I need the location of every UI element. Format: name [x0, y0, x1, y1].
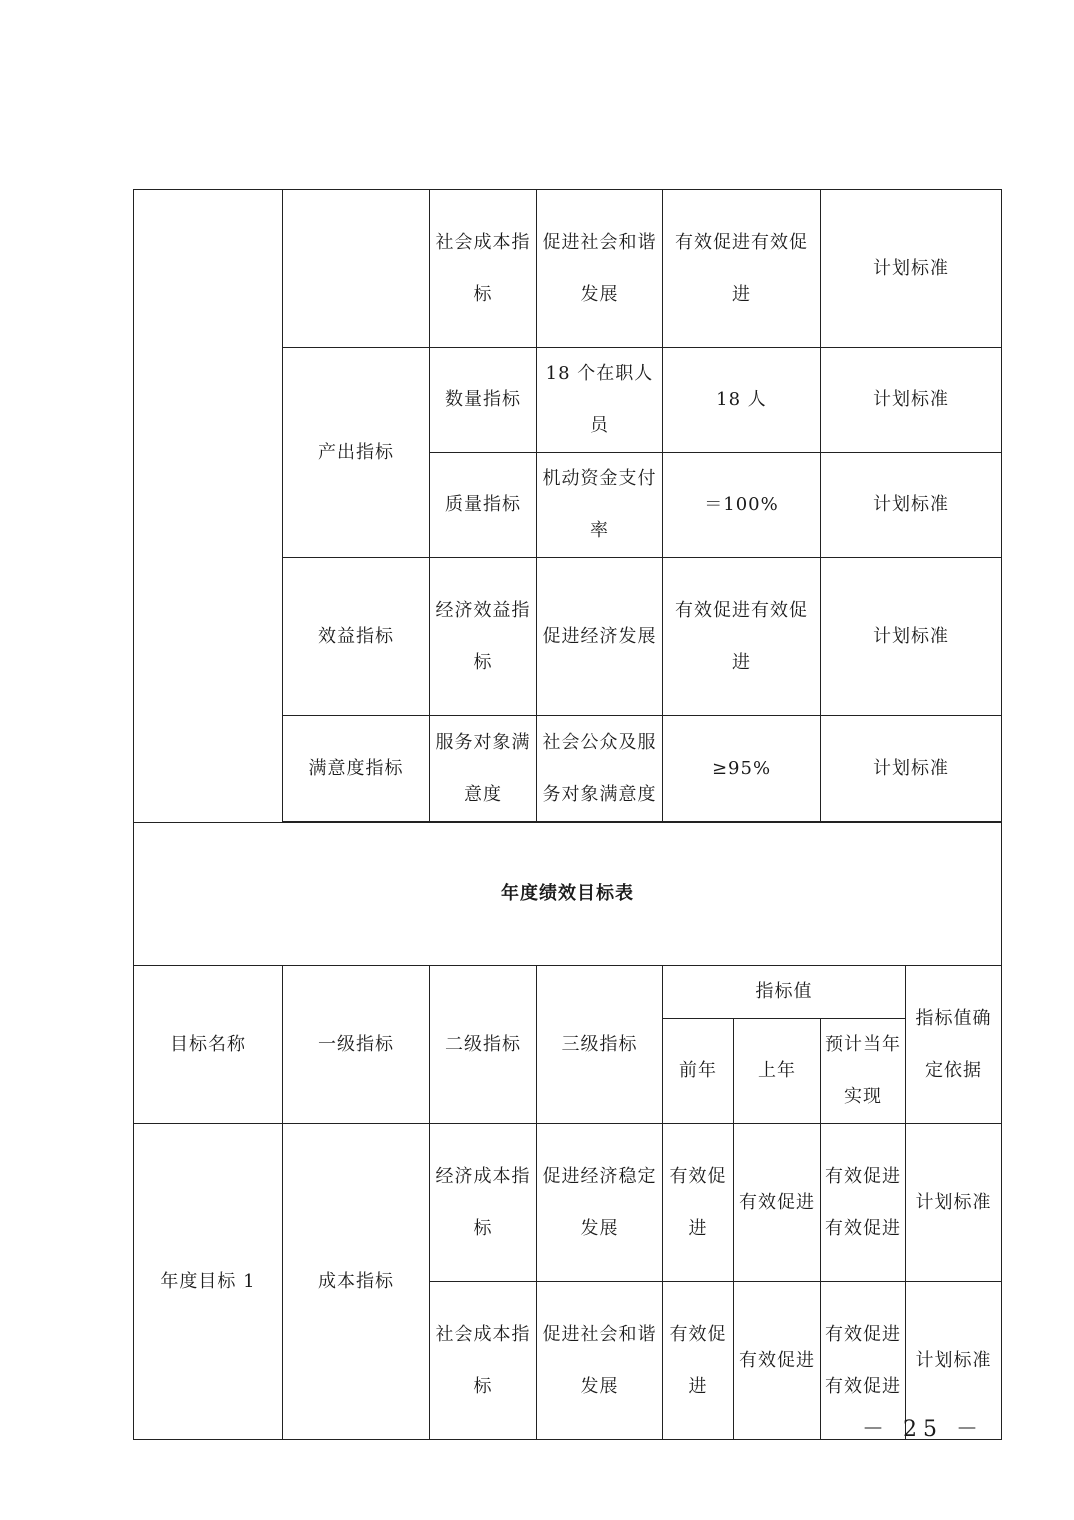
indicator-basis: 计划标准 — [821, 453, 1002, 558]
goal-name: 年度目标 1 — [134, 1124, 283, 1440]
indicator-value: 有效促进有效促进 — [663, 190, 821, 348]
indicator-basis: 计划标准 — [821, 190, 1002, 348]
header-basis: 指标值确定依据 — [906, 966, 1002, 1124]
header-indicator-value: 指标值 — [663, 966, 906, 1019]
annual-table-title: 年度绩效目标表 — [134, 823, 1002, 966]
tertiary-indicator: 促进社会和谐发展 — [537, 1282, 663, 1440]
last-year-value: 有效促进 — [734, 1282, 821, 1440]
secondary-indicator: 经济效益指标 — [430, 558, 537, 716]
indicator-basis: 计划标准 — [906, 1282, 1002, 1440]
tertiary-indicator: 18 个在职人员 — [537, 348, 663, 453]
header-primary: 一级指标 — [283, 966, 430, 1124]
primary-indicator: 效益指标 — [283, 558, 430, 716]
empty-primary-cell — [283, 190, 430, 348]
header-secondary: 二级指标 — [430, 966, 537, 1124]
table-row — [134, 1124, 1002, 1282]
header-tertiary: 三级指标 — [537, 966, 663, 1124]
tertiary-indicator: 机动资金支付率 — [537, 453, 663, 558]
prev-year-value: 有效促进 — [663, 1282, 734, 1440]
tertiary-indicator: 促进社会和谐发展 — [537, 190, 663, 348]
annual-title-row — [134, 823, 1002, 966]
prev-year-value: 有效促进 — [663, 1124, 734, 1282]
secondary-indicator: 社会成本指标 — [430, 190, 537, 348]
tertiary-indicator: 社会公众及服务对象满意度 — [537, 716, 663, 822]
header-prev-year: 前年 — [663, 1019, 734, 1124]
empty-goal-cell — [134, 190, 283, 823]
indicator-value: 18 人 — [663, 348, 821, 453]
secondary-indicator: 社会成本指标 — [430, 1282, 537, 1440]
expected-value: 有效促进有效促进 — [821, 1282, 906, 1440]
secondary-indicator: 经济成本指标 — [430, 1124, 537, 1282]
tertiary-indicator: 促进经济发展 — [537, 558, 663, 716]
indicator-value: ＝100% — [663, 453, 821, 558]
tertiary-indicator: 促进经济稳定发展 — [537, 1124, 663, 1282]
primary-indicator: 产出指标 — [283, 348, 430, 558]
header-last-year: 上年 — [734, 1019, 821, 1124]
indicator-basis: 计划标准 — [821, 348, 1002, 453]
primary-indicator: 满意度指标 — [283, 716, 430, 822]
indicator-value: 有效促进有效促进 — [663, 558, 821, 716]
indicator-basis: 计划标准 — [821, 716, 1002, 822]
indicator-basis: 计划标准 — [906, 1124, 1002, 1282]
performance-table — [133, 189, 1001, 1440]
secondary-indicator: 数量指标 — [430, 348, 537, 453]
page-number: － 25 － — [862, 1417, 984, 1442]
secondary-indicator: 服务对象满意度 — [430, 716, 537, 822]
indicator-value: ≥95% — [663, 716, 821, 822]
header-row — [134, 966, 1002, 1019]
header-expected: 预计当年实现 — [821, 1019, 906, 1124]
table-row — [134, 190, 1002, 348]
last-year-value: 有效促进 — [734, 1124, 821, 1282]
primary-indicator: 成本指标 — [283, 1124, 430, 1440]
header-goal-name: 目标名称 — [134, 966, 283, 1124]
expected-value: 有效促进有效促进 — [821, 1124, 906, 1282]
indicator-basis: 计划标准 — [821, 558, 1002, 716]
secondary-indicator: 质量指标 — [430, 453, 537, 558]
